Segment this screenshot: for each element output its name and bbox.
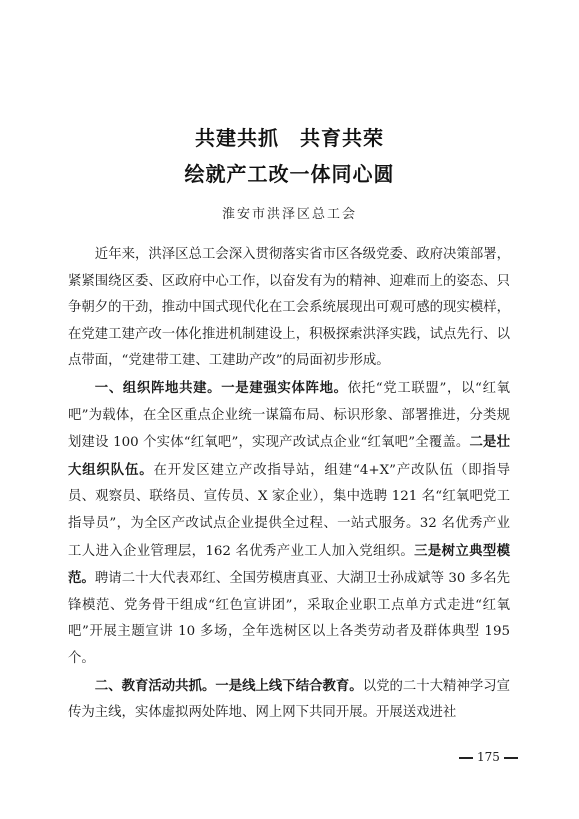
paragraph-intro: 近年来，洪泽区总工会深入贯彻落实省市区各级党委、政府决策部署，紧紧围绕区委、区政府中心工作，以奋发有为的精神、迎难而上的姿态、只争朝夕的干劲，推动中国式现代化在工会系统展现出可观可感的现实模样，在党建工建产改一体化推进机制建设上，积极探索洪泽实践，试点先行、以点带面，“党建带工建、工建助产改”的局面初步形成。 (68, 247, 510, 369)
article-title-line-2: 绘就产工改一体同心圆 (184, 162, 395, 186)
dash-left (459, 757, 473, 759)
section-heading-1: 一、组织阵地共建。 (94, 380, 222, 396)
section-heading-2: 二、教育活动共抓。 (94, 678, 216, 694)
paragraph-organization (68, 375, 510, 673)
point-label: 二是壮大组织队伍。 (68, 434, 511, 478)
point-label: 一是线上线下结合教育。 (215, 677, 363, 694)
paragraph-education (68, 673, 510, 727)
point-text: 在开发区建立产改指导站，组建“4+X”产改队伍（即指导员、观察员、联络员、宣传员、X 家企业），集中选聘 121 名“红氧吧党工指导员”，为全区产改试点企业提供全过程、一站式服务。32 名优秀产业工人进入企业管理层，162 名优秀产业工人加入党组织。 (68, 462, 511, 559)
point-text: 依托“党工联盟”，以“红氧吧”为载体，在全区重点企业统一谋篇布局、标识形象、部署推进，分类规划建设 100 个实体“红氧吧”，实现产改试点企业“红氧吧”全覆盖。 (68, 380, 511, 451)
point-text: 以党的二十大精神学习宣传为主线，实体虚拟两处阵地、网上网下共同开展。开展送戏进社 (68, 678, 511, 721)
article-title-line-1: 共建共抓 共育共荣 (195, 126, 384, 150)
dash-right (504, 757, 518, 759)
article-body (68, 242, 510, 727)
page-number-footer (455, 750, 522, 764)
author-byline: 淮安市洪泽区总工会 (221, 207, 357, 222)
point-text: 聘请二十大代表邓红、全国劳模唐真亚、大湖卫士孙成斌等 30 多名先锋模范、党务骨干组成“红色宣讲团”，采取企业职工点单方式走进“红氧吧”开展主题宣讲 10 多场，全年选树区以上各类劳动者及群体典型 195 个。 (68, 571, 510, 666)
page-number: 175 (477, 750, 500, 764)
point-label: 三是树立典型模范。 (68, 542, 510, 587)
point-label: 一是建强实体阵地。 (221, 379, 348, 396)
